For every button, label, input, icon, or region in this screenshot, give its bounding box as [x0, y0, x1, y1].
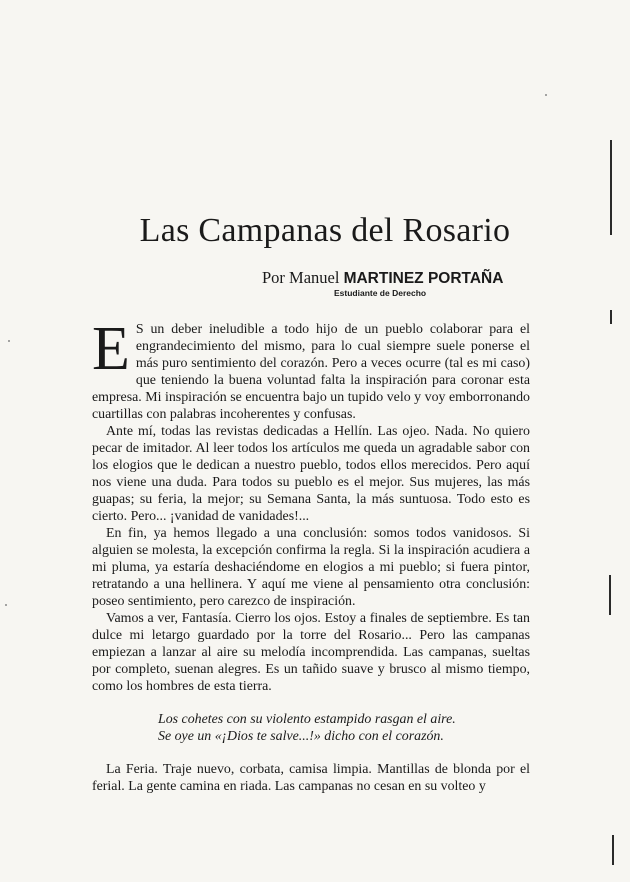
drop-cap: E: [92, 315, 130, 383]
paragraph-4: Vamos a ver, Fantasía. Cierro los ojos. Estoy a finales de septiembre. Es tan dulce mi letargo guardado por la torre del Rosario... Pero las campanas empiezan a lanzar al aire su melodía incomprendida. Las campanas, sueltas por completo, suenan alegres. Es un tañido suave y brusco al mismo tiempo, como los hombres de esta tierra.: [92, 611, 530, 694]
paragraph-5: La Feria. Traje nuevo, corbata, camisa limpia. Mantillas de blonda por el ferial. La gente camina en riada. Las campanas no cesan en su volteo y: [92, 762, 530, 794]
scan-speck: [8, 340, 10, 342]
scan-speck: [545, 94, 547, 96]
right-edge-mark-1: [610, 140, 612, 235]
byline: [262, 268, 503, 288]
verse-line-1: Los cohetes con su violento estampido rasgan el aire.: [158, 712, 456, 727]
author-affiliation: Estudiante de Derecho: [334, 288, 427, 298]
author-name: MARTINEZ PORTAÑA: [343, 270, 504, 287]
article-title: Las Campanas del Rosario: [139, 212, 511, 249]
right-edge-mark-3: [609, 575, 611, 615]
verse-line-2: Se oye un «¡Dios te salve...!» dicho con el corazón.: [158, 729, 444, 744]
scan-speck: [5, 604, 7, 606]
paragraph-2: Ante mí, todas las revistas dedicadas a Hellín. Las ojeo. Nada. No quiero pecar de imitador. Al leer todos los artículos me queda un agradable sabor con los elogios que le dedican a nuestro pueblo, todos ellos merecidos. Pero aquí nos viene una duda. Para todos su pueblo es el mejor. Sus mujeres, las más guapas; su feria, la mejor; su Semana Santa, la más suntuosa. Todo esto es cierto. Pero... ¡vanidad de vanidades!...: [92, 424, 530, 524]
verse-block: [92, 711, 530, 745]
byline-prefix: Por Manuel: [262, 268, 340, 287]
paragraph-1-text: S un deber ineludible a todo hijo de un pueblo colaborar para el engrandecimiento del mismo, para lo cual siempre suele ponerse el más puro sentimiento del corazón. Pero a veces ocurre (tal es mi caso) que teniendo la buena voluntad falta la inspiración para coronar esta empresa. Mi inspiración se encuentra bajo un tupido velo y voy emborronando cuartillas con palabras incoherentes y confusas.: [92, 322, 530, 422]
paragraph-1: [92, 315, 530, 423]
right-edge-mark-4: [612, 835, 614, 865]
right-edge-mark-2: [610, 310, 612, 324]
paragraph-3: En fin, ya hemos llegado a una conclusión: somos todos vanidosos. Si alguien se molesta, la excepción confirma la regla. Si la inspiración acudiera a mi pluma, ya estaría deshaciéndome en elogios a mi pueblo; si fuera pintor, retratando a una hellinera. Y aquí me viene al pensamiento otra conclusión: poseo sentimiento, pero carezco de inspiración.: [92, 526, 530, 609]
article-body: [92, 315, 530, 795]
